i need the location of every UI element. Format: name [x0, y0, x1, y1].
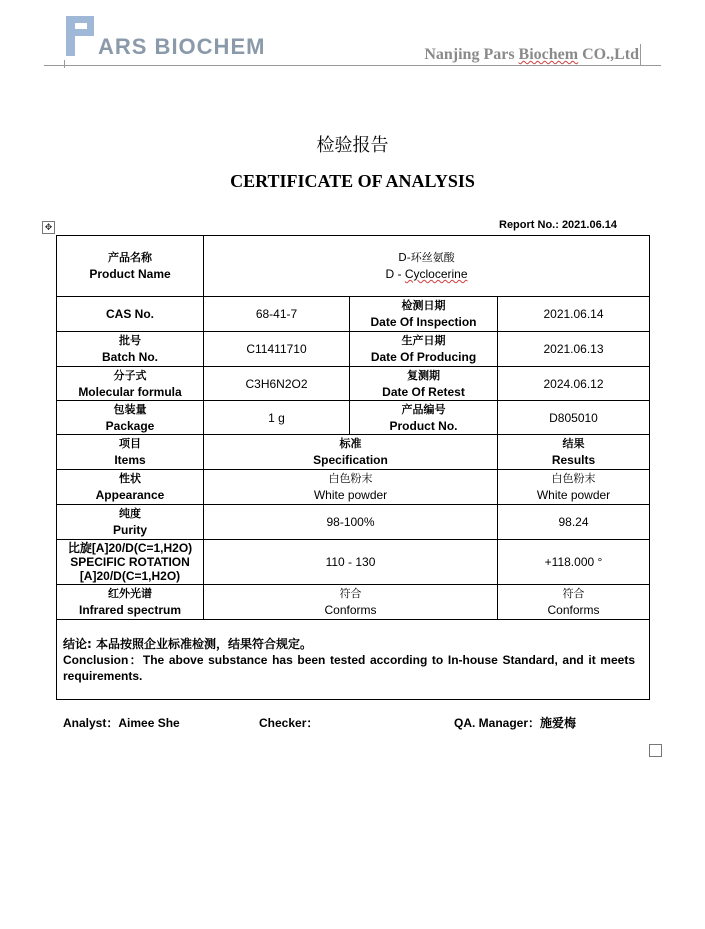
tests-header-spec-en: Specification	[313, 453, 388, 467]
tests-header-results-cn: 结果	[562, 437, 585, 450]
info-label-cn: 包装量	[113, 402, 147, 416]
test-result-cn: 白色粉末	[551, 472, 596, 485]
product-name-row	[57, 236, 650, 297]
test-result: 98.24	[498, 505, 650, 540]
info-row-cas	[57, 297, 650, 332]
tests-header-row	[57, 435, 650, 470]
info-label-cn: 复测期	[407, 368, 440, 382]
info-row-package	[57, 401, 650, 435]
test-row-infrared	[57, 585, 650, 620]
conclusion-row	[57, 620, 650, 700]
info-label	[57, 401, 204, 435]
info-label-en: CAS No.	[106, 307, 154, 321]
logo-text: ARS BIOCHEM	[98, 34, 266, 59]
tests-header-items-en: Items	[114, 453, 146, 467]
header-margin-mark-right	[640, 44, 641, 66]
test-item-en: Appearance	[95, 488, 165, 502]
tests-header-spec-cn: 标准	[339, 437, 362, 450]
product-name-label-en: Product Name	[89, 267, 171, 281]
product-name-label	[57, 236, 204, 297]
test-item	[57, 585, 204, 620]
info-label	[57, 332, 204, 367]
info-label	[350, 332, 498, 367]
info-label-en: Date Of Retest	[382, 384, 465, 399]
info-label-en: Product No.	[389, 418, 458, 433]
info-label	[350, 367, 498, 401]
test-item	[57, 540, 204, 585]
info-value: 2021.06.14	[498, 297, 650, 332]
test-spec	[204, 585, 498, 620]
test-spec-cn: 白色粉末	[328, 472, 373, 485]
report-number: Report No.: 2021.06.14	[499, 219, 617, 231]
test-item-en: SPECIFIC ROTATION	[70, 555, 190, 569]
info-label-cn: 检测日期	[401, 299, 446, 312]
info-label	[57, 367, 204, 401]
info-row-batch	[57, 332, 650, 367]
test-item	[57, 505, 204, 540]
table-move-handle-icon[interactable]: ✥	[42, 221, 55, 234]
test-spec	[204, 470, 498, 505]
tests-header-results	[498, 435, 650, 470]
tests-header-items-cn: 项目	[119, 437, 141, 450]
product-name-value-en	[206, 266, 647, 282]
test-row-purity	[57, 505, 650, 540]
info-value: 2021.06.13	[498, 332, 650, 367]
tests-header-results-en: Results	[551, 453, 596, 467]
test-spec-en: White powder	[313, 488, 388, 502]
test-item-en-2: [A]20/D(C=1,H2O)	[79, 569, 181, 583]
test-item-cn: 纯度	[119, 507, 141, 520]
test-spec: 110 - 130	[204, 540, 498, 585]
test-item-cn: 比旋[A]20/D(C=1,H2O)	[67, 541, 193, 555]
test-result-en: Conforms	[547, 603, 600, 617]
test-result: +118.000 °	[498, 540, 650, 585]
info-label-cn: 生产日期	[401, 334, 446, 347]
info-label	[57, 297, 204, 332]
test-row-rotation	[57, 540, 650, 585]
info-label-cn: 分子式	[113, 368, 147, 382]
test-result	[498, 470, 650, 505]
conclusion-en: Conclusion：The above substance has been tested according to In-house Standard, and it meets requirements.	[63, 653, 635, 683]
test-spec-en: Conforms	[324, 603, 377, 617]
page-corner-marker	[649, 744, 662, 757]
info-label-en: Date Of Producing	[370, 350, 477, 364]
info-row-formula	[57, 367, 650, 401]
test-item	[57, 470, 204, 505]
info-value: 2024.06.12	[498, 367, 650, 401]
tests-header-spec	[204, 435, 498, 470]
test-spec: 98-100%	[204, 505, 498, 540]
product-name-value-prefix: D -	[385, 267, 405, 281]
company-name	[424, 46, 639, 64]
test-spec-cn: 符合	[339, 587, 362, 600]
info-label-en: Batch No.	[101, 350, 158, 364]
tests-header-items	[57, 435, 204, 470]
info-value: C3H6N2O2	[204, 367, 350, 401]
test-item-cn: 性状	[119, 472, 141, 485]
header-margin-mark-left	[64, 60, 65, 68]
test-result-en: White powder	[536, 488, 611, 502]
conclusion	[57, 620, 650, 700]
test-row-appearance	[57, 470, 650, 505]
info-value: 68-41-7	[204, 297, 350, 332]
info-label-en: Molecular formula	[78, 384, 182, 399]
analyst-signature: Analyst：Aimee She	[63, 716, 180, 730]
checker-signature: Checker：	[259, 716, 319, 730]
company-name-prefix: Nanjing Pars	[424, 46, 519, 63]
title-english: CERTIFICATE OF ANALYSIS	[230, 171, 475, 191]
product-name-value-cn: D-环丝氨酸	[398, 251, 455, 264]
info-label	[350, 401, 498, 435]
product-name-value-name: Cyclocerine	[404, 267, 468, 281]
qa-manager-signature: QA. Manager：施爱梅	[454, 716, 577, 730]
logo-p-mark	[66, 16, 94, 56]
info-label-en: Date Of Inspection	[370, 315, 477, 329]
product-name-value	[204, 236, 650, 297]
test-result-cn: 符合	[562, 587, 585, 600]
conclusion-cn: 结论: 本品按照企业标准检测，结果符合规定。	[63, 637, 312, 651]
title-chinese: 检验报告	[316, 135, 389, 156]
product-name-label-cn: 产品名称	[108, 251, 152, 264]
company-logo	[66, 16, 296, 62]
header-divider	[44, 65, 661, 66]
company-name-suffix: CO.,Ltd	[578, 46, 639, 63]
info-value: 1 g	[204, 401, 350, 435]
info-label-cn: 产品编号	[401, 402, 446, 416]
info-value: C11411710	[204, 332, 350, 367]
info-label	[350, 297, 498, 332]
test-item-en: Purity	[112, 523, 147, 537]
info-label-en: Package	[105, 418, 155, 433]
test-item-cn: 红外光谱	[108, 587, 152, 600]
analysis-table	[56, 235, 650, 700]
test-result	[498, 585, 650, 620]
info-value: D805010	[498, 401, 650, 435]
company-name-mid: Biochem	[518, 46, 579, 63]
test-item-en: Infrared spectrum	[78, 603, 182, 617]
info-label-cn: 批号	[119, 334, 141, 347]
